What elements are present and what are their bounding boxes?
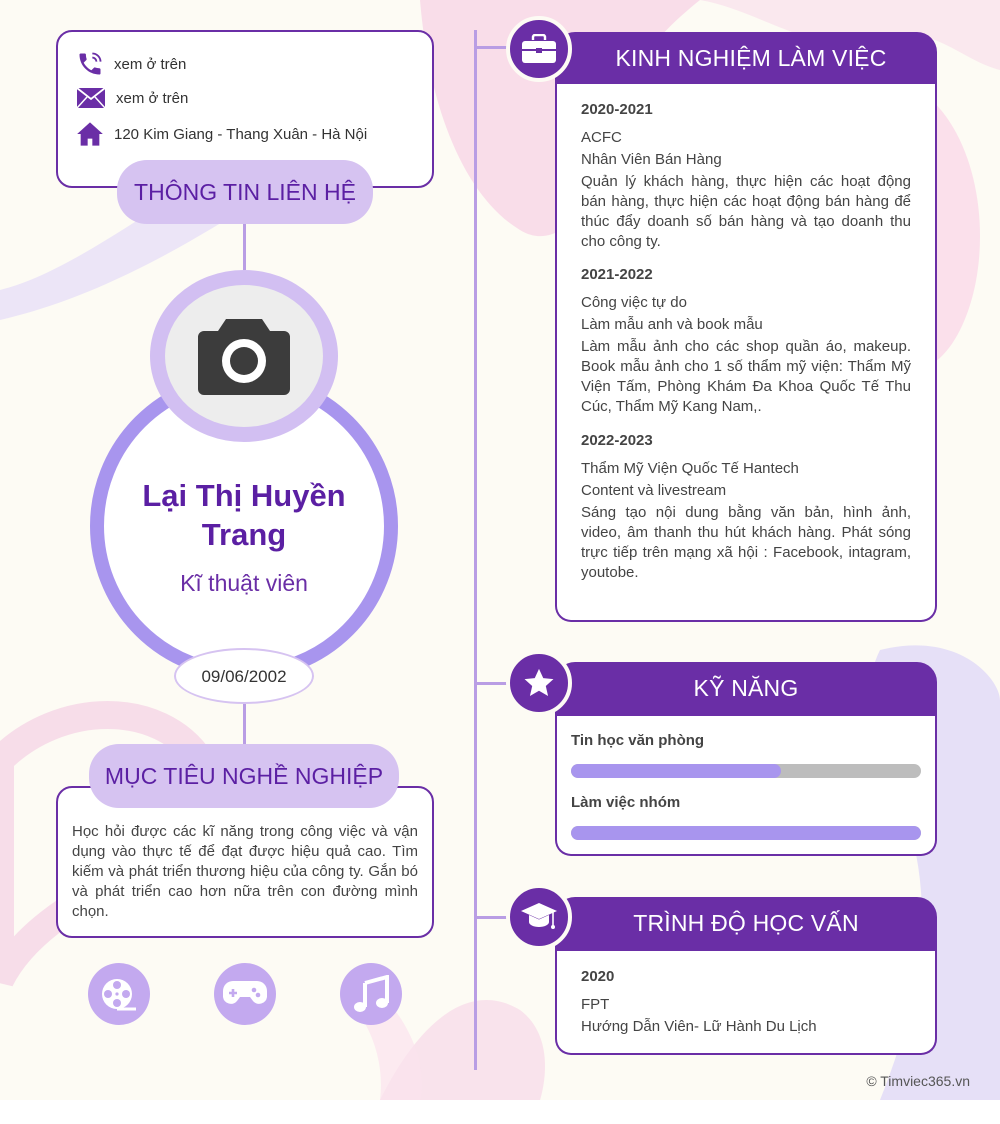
- camera-icon: [196, 315, 292, 397]
- skill-bar-fill: [571, 764, 781, 778]
- connector-line: [243, 224, 246, 270]
- experience-item: [581, 265, 911, 417]
- contact-phone: [76, 50, 186, 78]
- experience-company: Thẩm Mỹ Viện Quốc Tế Hantech: [581, 460, 799, 477]
- skill-name: Tin học văn phòng: [571, 732, 705, 749]
- objective-box: [56, 786, 434, 938]
- hobby-music: [340, 963, 402, 1025]
- film-reel-icon: [100, 975, 138, 1013]
- experience-description: Làm mẫu ảnh cho các shop quần áo, makeup. Book mẫu ảnh cho 1 số thẩm mỹ viện: Thẩm Mỹ Viện Tấm, Phòng Khám Đa Khoa Quốc Tế Thu Cúc, Thẩm Mỹ Kang Nam,.: [581, 338, 911, 415]
- job-title: Kĩ thuật viên: [180, 570, 308, 596]
- education-heading: TRÌNH ĐỘ HỌC VẤN: [555, 897, 937, 951]
- address-text: 120 Kim Giang - Thang Xuân - Hà Nội: [114, 125, 368, 143]
- experience-period: 2021-2022: [581, 266, 653, 283]
- date-of-birth: 09/06/2002: [174, 648, 314, 704]
- experience-description: Quản lý khách hàng, thực hiện các hoạt động bán hàng, thực hiện các hoạt động bán hàng để thúc đẩy doanh số bán hàng và tạo doanh thu cho công ty.: [581, 173, 911, 250]
- full-name: Lại Thị Huyền Trang: [142, 478, 346, 552]
- experience-period: 2022-2023: [581, 432, 653, 449]
- education-item: [581, 967, 911, 1039]
- hobby-film: [88, 963, 150, 1025]
- email-text: xem ở trên: [116, 89, 189, 107]
- phone-text: xem ở trên: [114, 55, 187, 73]
- envelope-icon: [76, 86, 106, 110]
- home-icon: [76, 120, 104, 148]
- experience-item: [581, 431, 911, 583]
- experience-description: Sáng tạo nội dung bằng văn bản, hình ảnh, video, âm thanh thu hút khách hàng. Phát sóng trực tiếp trên mạng xã hội : Facebook, intagram, youtobe.: [581, 504, 911, 581]
- skills-badge: [506, 650, 572, 716]
- experience-position: Content và livestream: [581, 482, 727, 499]
- music-note-icon: [353, 975, 389, 1013]
- experience-period: 2020-2021: [581, 101, 653, 118]
- experience-position: Nhân Viên Bán Hàng: [581, 151, 722, 168]
- star-icon: [522, 666, 556, 700]
- gamepad-icon: [223, 979, 267, 1009]
- graduation-cap-icon: [520, 900, 558, 934]
- experience-company: ACFC: [581, 129, 622, 146]
- avatar[interactable]: [150, 270, 338, 442]
- copyright: © Timviec365.vn: [866, 1073, 970, 1089]
- skill-bar: [571, 826, 921, 840]
- objective-text: Học hỏi được các kĩ năng trong công việc và vận dụng vào thực tế để đạt được hiệu quả cao. Tìm kiếm và phát triển thương hiệu của công ty. Gắn bó và phát triển cao hơn nữa trên con đường mình chọn.: [72, 823, 418, 920]
- education-body: [555, 951, 937, 1055]
- briefcase-icon: [521, 34, 557, 64]
- skill-bar: [571, 764, 921, 778]
- experience-company: Công việc tự do: [581, 294, 687, 311]
- contact-address: [76, 120, 367, 148]
- contact-heading: THÔNG TIN LIÊN HỆ: [117, 160, 373, 224]
- experience-item: [581, 100, 911, 252]
- contact-email: [76, 86, 188, 110]
- connector-line: [243, 704, 246, 746]
- objective-heading: MỤC TIÊU NGHỀ NGHIỆP: [89, 744, 399, 808]
- phone-icon: [76, 50, 104, 78]
- skill-name: Làm việc nhóm: [571, 794, 681, 811]
- skills-heading: KỸ NĂNG: [555, 662, 937, 716]
- experience-heading: KINH NGHIỆM LÀM VIỆC: [555, 32, 937, 86]
- timeline-line: [474, 30, 477, 1070]
- skills-body: [555, 716, 937, 856]
- education-school: FPT: [581, 996, 610, 1013]
- education-badge: [506, 884, 572, 950]
- experience-position: Làm mẫu anh và book mẫu: [581, 316, 763, 333]
- skill-bar-fill: [571, 826, 921, 840]
- experience-body: [555, 84, 937, 622]
- education-year: 2020: [581, 968, 615, 985]
- hobby-gaming: [214, 963, 276, 1025]
- education-major: Hướng Dẫn Viên- Lữ Hành Du Lịch: [581, 1018, 817, 1035]
- experience-badge: [506, 16, 572, 82]
